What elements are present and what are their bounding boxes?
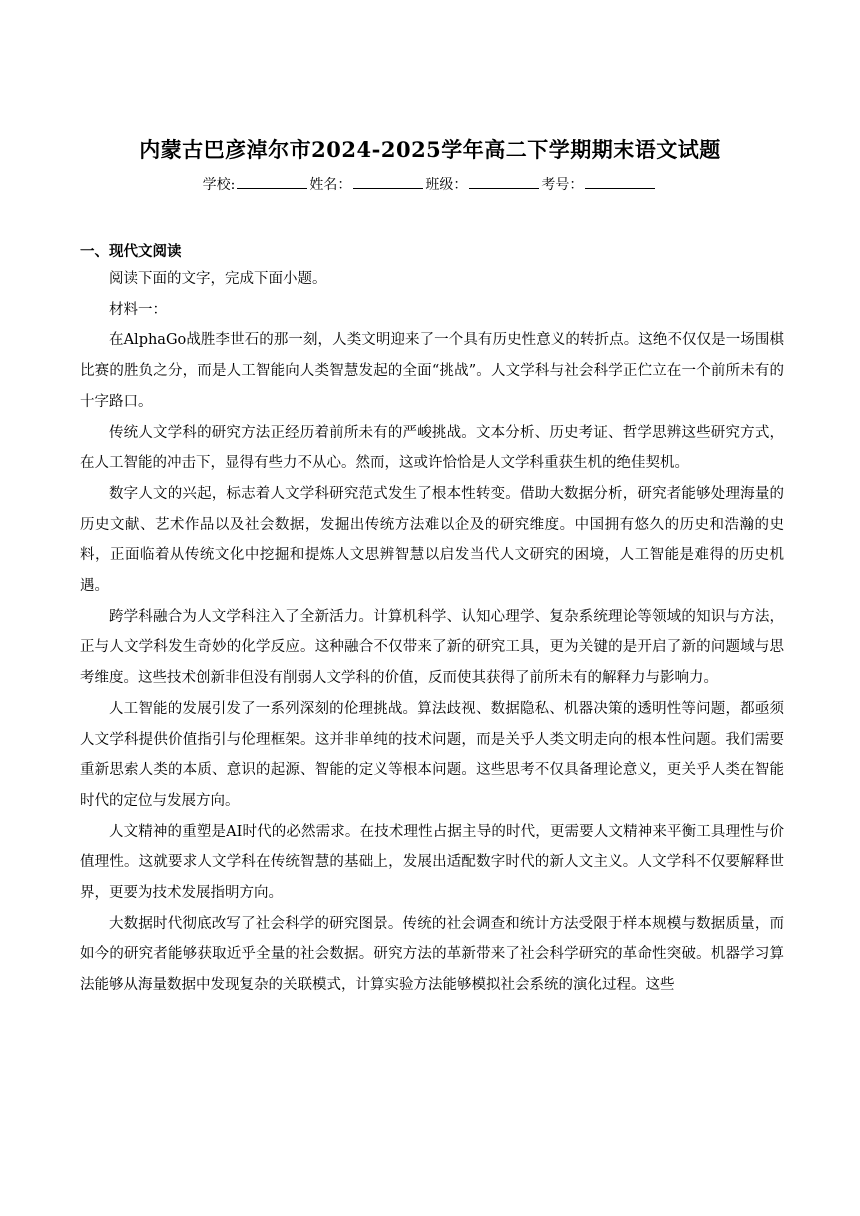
document-title: 内蒙古巴彦淖尔市2024-2025学年高二下学期期末语文试题 — [139, 137, 721, 162]
class-label: 班级： — [425, 177, 468, 193]
passage-paragraph: 人文精神的重塑是AI时代的必然需求。在技术理性占据主导的时代，更需要人文精神来平衡工具理性与价值理性。这就要求人文学科在传统智慧的基础上，发展出适配数字时代的新人文主义。人文学科不仅要解释世界，更要为技术发展指明方向。 — [80, 823, 784, 902]
student-info-line — [0, 174, 860, 194]
name-label: 姓名： — [309, 177, 352, 193]
section-heading: 一、现代文阅读 — [80, 243, 182, 260]
school-label: 学校: — [202, 177, 236, 193]
material-label: 材料一： — [109, 301, 167, 318]
name-blank[interactable] — [353, 175, 423, 189]
reading-passage — [80, 264, 784, 1001]
passage-paragraph: 人工智能的发展引发了一系列深刻的伦理挑战。算法歧视、数据隐私、机器决策的透明性等问题，都亟须人文学科提供价值指引与伦理框架。这并非单纯的技术问题，而是关乎人类文明走向的根本性问题。我们需要重新思索人类的本质、意识的起源、智能的定义等根本问题。这些思考不仅具备理论意义，更关乎人类在智能时代的定位与发展方向。 — [80, 700, 784, 809]
passage-paragraph: 跨学科融合为人文学科注入了全新活力。计算机科学、认知心理学、复杂系统理论等领域的知识与方法，正与人文学科发生奇妙的化学反应。这种融合不仅带来了新的研究工具，更为关键的是开启了新的问题域与思考维度。这些技术创新非但没有削弱人文学科的价值，反而使其获得了前所未有的解释力与影响力。 — [80, 608, 784, 687]
passage-paragraph: 传统人文学科的研究方法正经历着前所未有的严峻挑战。文本分析、历史考证、哲学思辨这些研究方式，在人工智能的冲击下，显得有些力不从心。然而，这或许恰恰是人文学科重获生机的绝佳契机。 — [80, 424, 784, 472]
exam-number-label: 考号： — [541, 177, 584, 193]
passage-paragraph: 大数据时代彻底改写了社会科学的研究图景。传统的社会调查和统计方法受限于样本规模与数据质量，而如今的研究者能够获取近乎全量的社会数据。研究方法的革新带来了社会科学研究的革命性突破。机器学习算法能够从海量数据中发现复杂的关联模式，计算实验方法能够模拟社会系统的演化过程。这些 — [80, 915, 784, 994]
instruction-paragraph: 阅读下面的文字，完成下面小题。 — [109, 271, 327, 287]
school-blank[interactable] — [237, 175, 307, 189]
passage-paragraph: 数字人文的兴起，标志着人文学科研究范式发生了根本性转变。借助大数据分析，研究者能够处理海量的历史文献、艺术作品以及社会数据，发掘出传统方法难以企及的研究维度。中国拥有悠久的历史和浩瀚的史料，正面临着从传统文化中挖掘和提炼人文思辨智慧以启发当代人文研究的困境，人工智能是难得的历史机遇。 — [80, 485, 784, 595]
passage-paragraph: 在AlphaGo战胜李世石的那一刻，人类文明迎来了一个具有历史性意义的转折点。这绝不仅仅是一场围棋比赛的胜负之分，而是人工智能向人类智慧发起的全面“挑战”。人文学科与社会科学正伫立在一个前所未有的十字路口。 — [80, 332, 784, 410]
class-blank[interactable] — [469, 175, 539, 189]
exam-number-blank[interactable] — [585, 175, 655, 189]
